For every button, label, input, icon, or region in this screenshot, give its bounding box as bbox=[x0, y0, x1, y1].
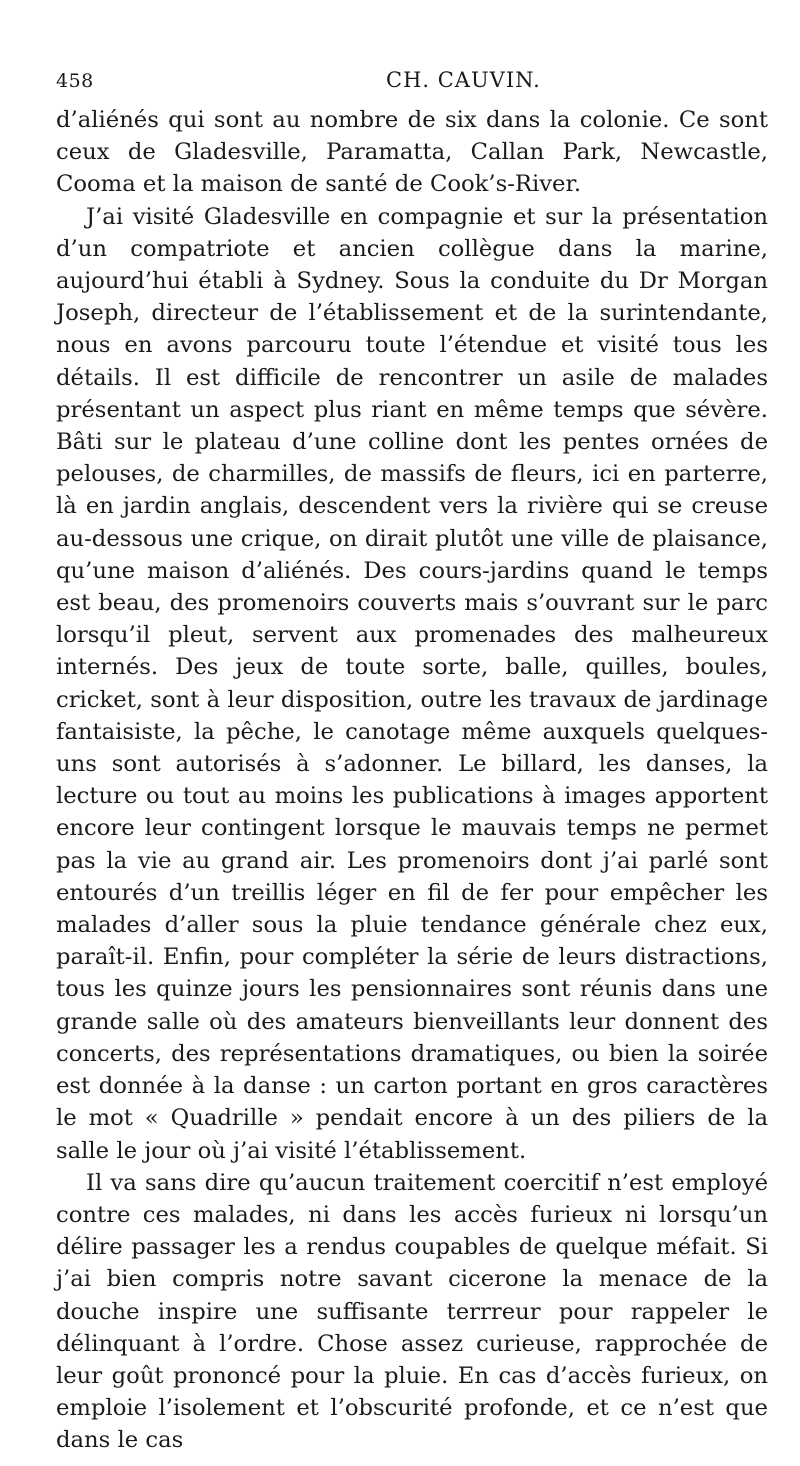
body-text bbox=[56, 104, 768, 1457]
paragraph-2: J’ai visité Gladesville en compagnie et sur la présentation d’un compatriote et ancien collègue dans la marine, aujourd’hui établi à Sydney. Sous la conduite du Dr Morgan Joseph, directeur de l’établissement et de la surintendante, nous en avons parcouru toute l’étendue et visité tous les détails. Il est difficile de rencontrer un asile de malades présentant un aspect plus riant en même temps que sévère. Bâti sur le plateau d’une colline dont les pentes ornées de pelouses, de charmilles, de massifs de fleurs, ici en parterre, là en jardin anglais, descendent vers la rivière qui se creuse au-dessous une crique, on dirait plutôt une ville de plaisance, qu’une maison d’aliénés. Des cours-jardins quand le temps est beau, des promenoirs couverts mais s’ouvrant sur le parc lorsqu’il pleut, servent aux promenades des malheureux internés. Des jeux de toute sorte, balle, quilles, boules, cricket, sont à leur disposition, outre les travaux de jardinage fantaisiste, la pêche, le canotage même auxquels quelques-uns sont autorisés à s’adonner. Le billard, les danses, la lecture ou tout au moins les publications à images apportent encore leur contingent lorsque le mauvais temps ne permet pas la vie au grand air. Les promenoirs dont j’ai parlé sont entourés d’un treillis léger en fil de fer pour empêcher les malades d’aller sous la pluie tendance générale chez eux, paraît-il. Enfin, pour compléter la série de leurs distractions, tous les quinze jours les pensionnaires sont réunis dans une grande salle où des amateurs bienveillants leur donnent des concerts, des représentations dramatiques, ou bien la soirée est donnée à la danse : un carton portant en gros caractères le mot « Quadrille » pendait encore à un des piliers de la salle le jour où j’ai visité l’établissement. bbox=[56, 203, 768, 1164]
page-header bbox=[56, 66, 768, 96]
page-number: 458 bbox=[56, 70, 94, 92]
running-head: CH. CAUVIN. bbox=[386, 68, 541, 92]
paragraph-3: Il va sans dire qu’aucun traitement coercitif n’est employé contre ces malades, ni dans les accès furieux ni lorsqu’un délire passager les a rendus coupables de quelque méfait. Si j’ai bien compris notre savant cicerone la menace de la douche inspire une suffisante terrreur pour rappeler le délinquant à l’ordre. Chose assez curieuse, rapprochée de leur goût prononcé pour la pluie. En cas d’accès furieux, on emploie l’isolement et l’obscurité profonde, et ce n’est que dans le cas bbox=[56, 1169, 768, 1454]
paragraph-1: d’aliénés qui sont au nombre de six dans la colonie. Ce sont ceux de Gladesville, Paramatta, Callan Park, Newcastle, Cooma et la maison de santé de Cook’s-River. bbox=[56, 107, 768, 198]
